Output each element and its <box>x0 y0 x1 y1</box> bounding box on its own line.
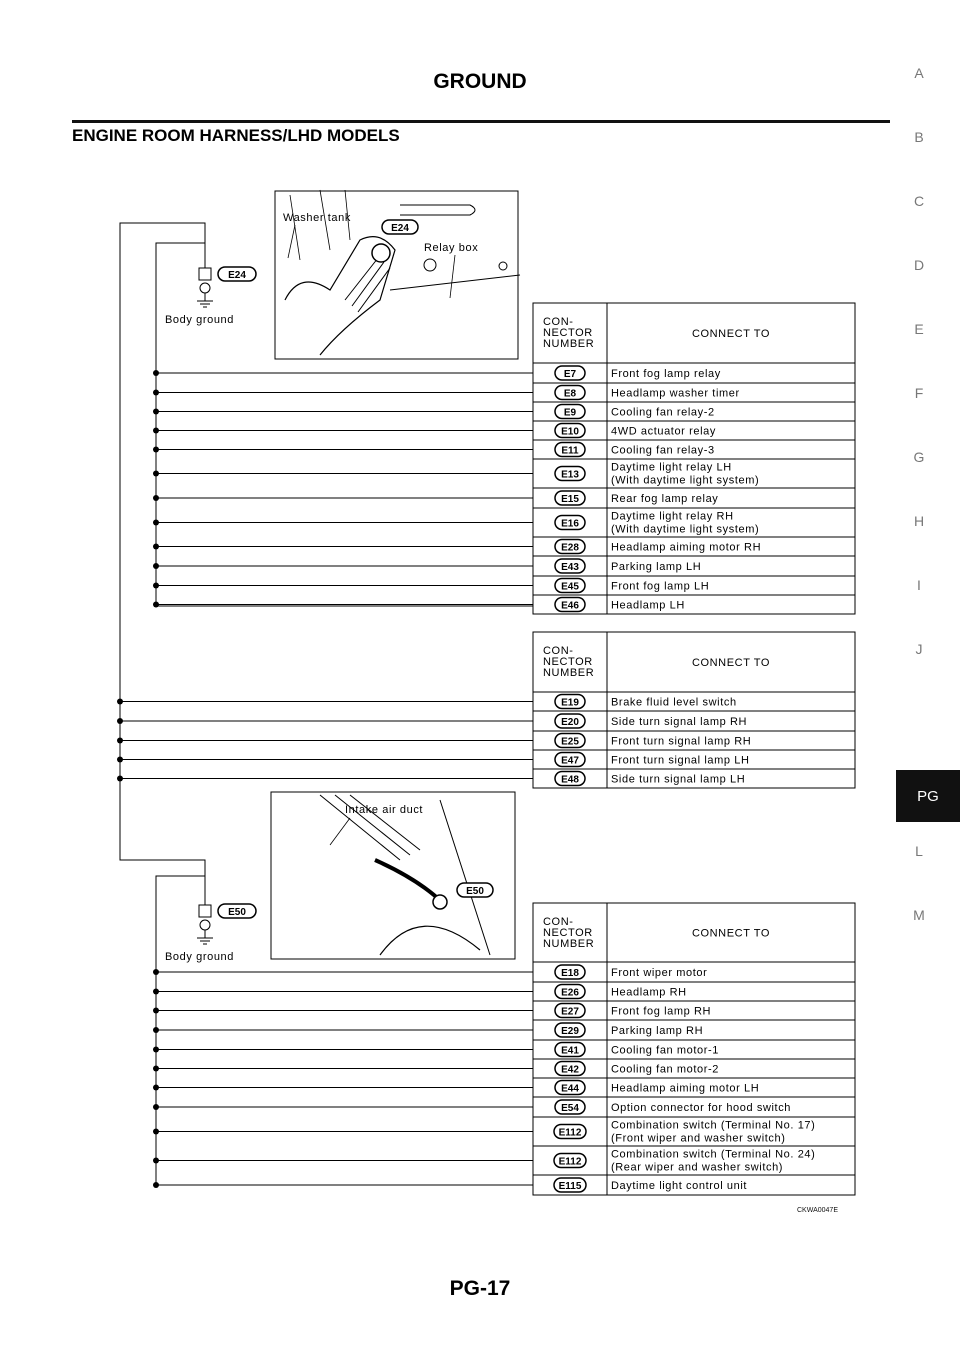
connector-pill-label: E50 <box>466 886 484 897</box>
row-connect-to-text: Daytime light control unit <box>611 1180 748 1192</box>
illustration-1-bolt <box>372 244 390 262</box>
header-connector-number: NUMBER <box>543 338 595 350</box>
nav-tab-active[interactable]: PG <box>896 770 960 822</box>
splice-dot <box>153 1158 159 1164</box>
row-connect-to-text: Parking lamp LH <box>611 561 702 573</box>
splice-dot <box>153 390 159 396</box>
splice-dot <box>153 520 159 526</box>
splice-dot <box>117 776 123 782</box>
row-connector-e18 <box>555 965 585 979</box>
row-connect-to-text: Front fog lamp relay <box>611 368 721 380</box>
ground-terminal-box <box>199 268 211 280</box>
ground-label: Body ground <box>165 951 234 963</box>
table-row <box>153 368 721 380</box>
splice-dot <box>117 757 123 763</box>
row-connector-e19 <box>555 695 585 709</box>
row-connector-e112 <box>554 1125 586 1139</box>
row-connector-e8 <box>555 386 585 400</box>
splice-dot <box>153 1027 159 1033</box>
splice-dot <box>153 989 159 995</box>
illustration-1-fastener <box>424 259 436 271</box>
connector-pill-label: E42 <box>561 1064 579 1076</box>
connector-pill-label: E9 <box>563 407 577 419</box>
row-connect-to-text: 4WD actuator relay <box>611 425 716 438</box>
row-connect-to-text: Cooling fan motor-1 <box>611 1044 720 1057</box>
illustration-2-frame <box>271 792 515 959</box>
connector-pill-label: E20 <box>561 717 579 728</box>
splice-dot <box>153 428 159 434</box>
nav-letter-e[interactable]: E <box>914 321 924 337</box>
connector-pill-label: E25 <box>561 736 579 748</box>
connector-pill-label: E47 <box>561 755 579 767</box>
row-connect-to-text: (With daytime light system) <box>611 474 760 487</box>
connector-pill-label: E11 <box>561 445 579 457</box>
splice-dot <box>153 471 159 477</box>
connector-pill-label: E15 <box>561 494 579 505</box>
ground-terminal-eye <box>200 283 210 293</box>
connector-pill-label: E19 <box>561 697 579 709</box>
connector-pill-label: E29 <box>561 1026 579 1037</box>
splice-dot <box>117 718 123 724</box>
row-connect-to-text: (With daytime light system) <box>611 523 760 536</box>
row-connector-e16 <box>555 516 585 530</box>
row-connector-e29 <box>555 1023 585 1037</box>
connector-pill-label: E48 <box>561 774 579 786</box>
connector-pill-label: E43 <box>561 562 579 573</box>
connector-pill-label: E24 <box>228 270 246 281</box>
header-connector-number: CON- <box>543 645 574 657</box>
connector-pill-label: E7 <box>563 369 577 380</box>
splice-dot <box>153 969 159 975</box>
nav-letter-b[interactable]: B <box>914 129 924 145</box>
row-connector-e26 <box>555 985 585 999</box>
splice-dot <box>153 1066 159 1072</box>
connector-pill-label: E13 <box>561 469 579 481</box>
ground-symbol-2 <box>197 905 213 944</box>
row-connect-to-text: Side turn signal lamp RH <box>611 716 748 728</box>
header-connector-number: NUMBER <box>543 938 595 950</box>
row-connect-to-text: Front fog lamp RH <box>611 1005 712 1018</box>
illustration-1-label-washer-tank: Washer tank <box>283 212 351 224</box>
row-connect-to-text: Front turn signal lamp LH <box>611 754 750 767</box>
splice-dot <box>153 563 159 569</box>
page-title: GROUND <box>433 70 527 93</box>
nav-letter-h[interactable]: H <box>913 513 925 529</box>
row-connect-to-text: Parking lamp RH <box>611 1025 704 1037</box>
row-connector-e115 <box>554 1178 586 1192</box>
row-connect-to-text: Headlamp washer timer <box>611 387 740 400</box>
splice-dot <box>153 1085 159 1091</box>
row-connector-e42 <box>555 1062 585 1076</box>
splice-dot <box>153 495 159 501</box>
connector-pill-label: E18 <box>561 968 579 979</box>
row-connect-to-text: Cooling fan relay-2 <box>611 406 715 419</box>
splice-dot <box>153 409 159 415</box>
header-connector-number: NECTOR <box>543 327 593 339</box>
connector-pill-label: E28 <box>561 542 579 554</box>
row-connector-e44 <box>555 1081 585 1095</box>
row-connect-to-text: Side turn signal lamp LH <box>611 773 746 786</box>
connector-pill-label: E44 <box>561 1083 579 1095</box>
row-connector-e47 <box>555 753 585 767</box>
row-connect-to-text: Combination switch (Terminal No. 17) <box>611 1119 816 1132</box>
table-row <box>117 697 737 709</box>
row-connect-to-text: Daytime light relay RH <box>611 510 734 523</box>
nav-letter-g[interactable]: G <box>913 449 925 465</box>
row-connect-to-text: (Rear wiper and washer switch) <box>611 1161 784 1174</box>
splice-dot <box>153 370 159 376</box>
row-connect-to-text: Headlamp LH <box>611 599 685 612</box>
row-connector-e27 <box>555 1004 585 1018</box>
ground-symbol-1 <box>197 268 213 307</box>
splice-dot <box>153 1182 159 1188</box>
row-connect-to-text: Cooling fan motor-2 <box>611 1063 720 1076</box>
connector-pill-label: E112 <box>558 1127 582 1139</box>
row-connect-to-text: Daytime light relay LH <box>611 461 732 474</box>
header-connector-number: NECTOR <box>543 927 593 939</box>
header-connector-number: NECTOR <box>543 656 593 668</box>
row-connector-e25 <box>555 734 585 748</box>
row-connector-e20 <box>555 714 585 728</box>
ground-connector-e50 <box>218 904 256 918</box>
ground-terminal-eye <box>200 920 210 930</box>
row-connect-to-text: Front wiper motor <box>611 967 708 979</box>
connector-pill-label: E27 <box>561 1006 579 1018</box>
row-connect-to-text: Combination switch (Terminal No. 24) <box>611 1148 816 1161</box>
row-connect-to-text: Option connector for hood switch <box>611 1102 792 1114</box>
row-connector-e54 <box>555 1100 585 1114</box>
row-connect-to-text: Front turn signal lamp RH <box>611 735 752 748</box>
row-connector-e45 <box>555 579 585 593</box>
connector-pill-label: E50 <box>228 907 246 918</box>
row-connector-e13 <box>555 467 585 481</box>
illustration-1-connector <box>382 220 418 234</box>
row-connect-to-text: Rear fog lamp relay <box>611 493 719 505</box>
row-connector-e41 <box>555 1043 585 1057</box>
connector-pill-label: E16 <box>561 518 579 530</box>
row-connector-e11 <box>555 443 585 457</box>
nav-letter-d[interactable]: D <box>913 257 925 273</box>
row-connector-e10 <box>555 424 585 438</box>
illustration-2-label-intake-air-duct: Intake air duct <box>345 804 424 816</box>
row-connector-e46 <box>555 598 585 612</box>
row-connect-to-text: Brake fluid level switch <box>611 696 737 709</box>
connector-pill-label: E115 <box>558 1181 582 1192</box>
section-heading: ENGINE ROOM HARNESS/LHD MODELS <box>72 126 400 145</box>
illustration-1-hole <box>499 262 507 270</box>
splice-dot <box>117 699 123 705</box>
row-connector-e48 <box>555 772 585 786</box>
splice-dot <box>153 1104 159 1110</box>
connector-pill-label: E26 <box>561 987 579 999</box>
connector-pill-label: E8 <box>563 388 577 400</box>
connector-pill-label: E45 <box>561 581 579 593</box>
ground-connector-e24 <box>218 267 256 281</box>
row-connector-e15 <box>555 491 585 505</box>
splice-dot <box>153 544 159 550</box>
row-connector-e43 <box>555 559 585 573</box>
nav-letter-a[interactable]: A <box>914 65 924 81</box>
row-connector-e9 <box>555 405 585 419</box>
nav-letter-j[interactable]: J <box>915 641 923 657</box>
header-connect-to: CONNECT TO <box>691 328 771 340</box>
connector-pill-label: E54 <box>561 1103 579 1114</box>
table-row <box>153 967 707 979</box>
header-connector-number: NUMBER <box>543 667 595 679</box>
connector-pill-label: E46 <box>561 600 579 612</box>
connector-table-2 <box>117 632 855 788</box>
header-connect-to: CONNECT TO <box>691 657 771 669</box>
table-row <box>153 1117 855 1145</box>
connector-pill-label: E112 <box>558 1156 582 1168</box>
row-connect-to-text: Headlamp aiming motor RH <box>611 541 762 554</box>
connector-pill-label: E41 <box>561 1045 579 1057</box>
splice-dot <box>117 738 123 744</box>
splice-dot <box>153 1008 159 1014</box>
illustration-1-label-relay-box: Relay box <box>424 242 479 254</box>
header-connect-to: CONNECT TO <box>691 927 771 940</box>
row-connect-to-text: Cooling fan relay-3 <box>611 444 715 457</box>
row-connect-to-text: Front fog lamp LH <box>611 580 710 593</box>
splice-dot <box>153 583 159 589</box>
splice-dot <box>153 602 159 608</box>
illustration-2-bolt <box>433 895 447 909</box>
row-connector-e28 <box>555 540 585 554</box>
row-connector-e7 <box>555 366 585 380</box>
nav-letter-m[interactable]: M <box>913 907 925 923</box>
ground-label: Body ground <box>165 314 234 326</box>
splice-dot <box>153 447 159 453</box>
splice-dot <box>153 1047 159 1053</box>
row-connect-to-text: (Front wiper and washer switch) <box>611 1132 786 1145</box>
nav-letter-f[interactable]: F <box>914 385 924 401</box>
connector-pill-label: E10 <box>561 426 579 438</box>
header-connector-number: CON- <box>543 316 574 328</box>
row-connector-e112 <box>554 1154 586 1168</box>
page-number: PG-17 <box>449 1277 511 1300</box>
header-connector-number: CON- <box>543 916 574 928</box>
nav-letter-i[interactable]: I <box>917 577 921 593</box>
nav-letter-c[interactable]: C <box>913 193 925 209</box>
figure-code: CKWA0047E <box>797 1207 838 1214</box>
row-connect-to-text: Headlamp RH <box>611 986 687 999</box>
row-connect-to-text: Headlamp aiming motor LH <box>611 1082 760 1095</box>
splice-dot <box>153 1129 159 1135</box>
connector-pill-label: E24 <box>391 223 409 234</box>
table-row <box>153 1146 855 1174</box>
nav-letter-l[interactable]: L <box>915 843 923 859</box>
illustration-2-connector <box>457 883 493 897</box>
ground-terminal-box <box>199 905 211 917</box>
